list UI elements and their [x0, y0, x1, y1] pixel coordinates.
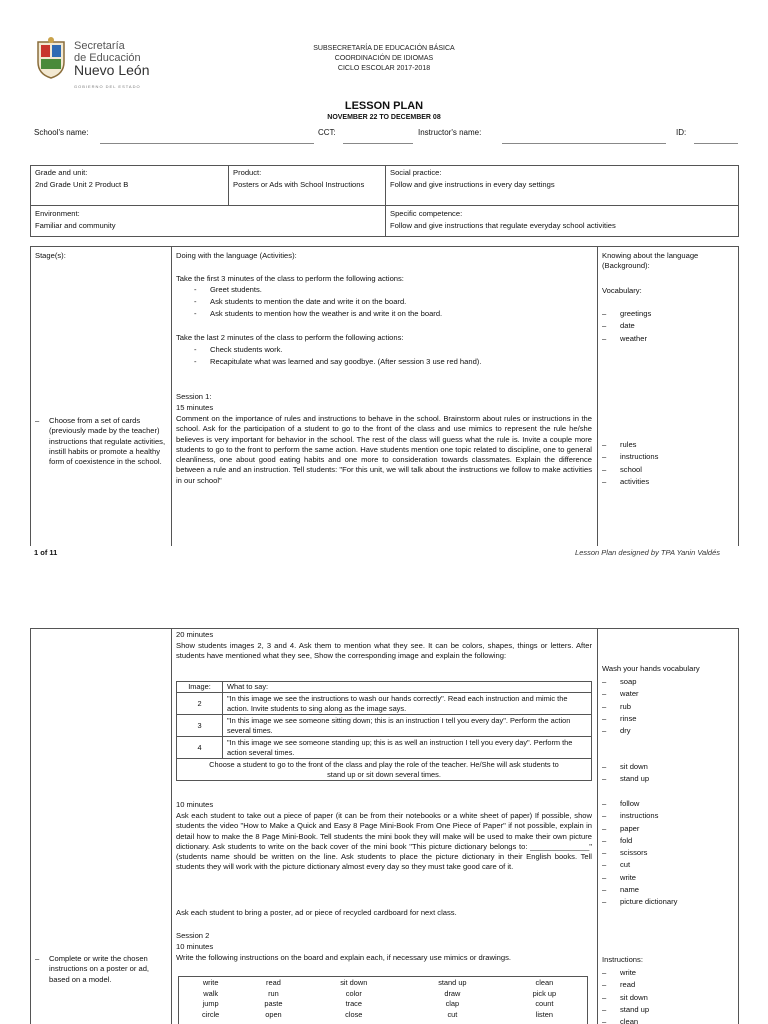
list-item: – stand up: [602, 1004, 650, 1014]
table-row: jump paste trace clap count: [202, 999, 554, 1008]
stage-label: Stage(s):: [35, 251, 66, 260]
cct-field[interactable]: [343, 143, 413, 144]
social-practice-value: Follow and give instructions in every day settings: [390, 180, 555, 189]
list-item: – activities: [602, 476, 650, 486]
footer-credit: Lesson Plan designed by TPA Yanin Valdés: [575, 548, 720, 557]
duration-20: 20 minutes: [176, 630, 214, 639]
list-item: – write: [602, 968, 637, 977]
competence-label: Specific competence:: [390, 209, 463, 218]
first-actions-intro: Take the first 3 minutes of the class to perform the following actions:: [176, 274, 404, 283]
doing-label: Doing with the language (Activities):: [176, 251, 297, 260]
environment-label: Environment:: [35, 209, 80, 218]
list-item: – sit down: [602, 762, 648, 771]
grade-label: Grade and unit:: [35, 168, 88, 177]
list-item: – picture dictionary: [602, 897, 678, 907]
images-table-footer: Choose a student to go to the front of the class and play the role of the teacher. He/She will ask students to stand up or sit down several times.: [177, 759, 592, 781]
list-item: – soap: [602, 677, 637, 686]
instructions-word-table: [180, 978, 586, 1020]
list-item: – follow: [602, 799, 640, 808]
session-1-text: Comment on the importance of rules and instructions to behave in the school. Brainstorm about rules or instructions in the school. Ask for the participation of a student to go to the front of the class and use mimics to represent the rule he/she believes is very important for behavior in the school. The rest of the class will guess what the rule is. Invite a couple more students to go to the front to perform the same action. Have students mention one topic related to discipline, one to general cleanliness, one about good eating habits and one more to consideration towards classmates. Explain the difference between a rule and an instruction. Tell students: "For this unit, we will talk about the instructions we follow to make activities in our school": [176, 414, 592, 485]
session-1-label: Session 1:: [176, 392, 212, 401]
write-instructions-text: Write the following instructions on the board and explain each, if necessary use mimics or drawings.: [176, 953, 511, 962]
session-2-label: Session 2: [176, 931, 210, 940]
list-item: – read: [602, 980, 636, 990]
stage-item-2: – Complete or write the chosen instructions on a poster or ad, based on a model.: [35, 954, 150, 984]
list-item: – weather: [602, 333, 648, 343]
images-table: [176, 681, 592, 781]
header-ciclo: CICLO ESCOLAR 2017-2018: [337, 65, 431, 72]
environment-value: Familiar and community: [35, 221, 116, 230]
instructor-field[interactable]: [502, 143, 666, 144]
logo-line-2: de Educación: [74, 52, 141, 64]
header-coordinacion: COORDINACIÓN DE IDIOMAS: [334, 55, 434, 62]
wash-hands-list: [602, 676, 639, 737]
table-row: write read sit down stand up clean: [202, 978, 554, 987]
list-item: – greetings: [602, 309, 652, 318]
list-item: – scissors: [602, 848, 648, 858]
images-col-header: Image:: [177, 682, 223, 693]
vocab-list-1: [602, 308, 651, 345]
cct-label: CCT:: [318, 128, 336, 137]
list-item: – name: [602, 885, 639, 895]
knowing-label: Knowing about the language (Background):: [602, 251, 699, 271]
list-item: – clean: [602, 1017, 639, 1024]
header-subsecretaria: SUBSECRETARÍA DE EDUCACIÓN BÁSICA: [313, 45, 455, 52]
list-item: – dry: [602, 726, 631, 736]
list-item: – instructions: [602, 452, 659, 462]
logo-line-1: Secretaría: [74, 40, 125, 52]
school-name-label: School's name:: [34, 128, 89, 137]
page-gap: [0, 572, 768, 582]
id-field[interactable]: [694, 143, 738, 144]
minibook-text: Ask each student to take out a piece of paper (it can be from their notebooks or a white sheet of paper) If possible, show students the video "How to Make a Quick and Easy 8 Page Mini-Book From One Piece of Paper" if not possible, explain in detail how to make the 8 Page Mini-Book. Tell students the mini book they will make will be used to make their own picture dictionary. Ask students to write on the back cover of the mini book "This picture dictionary belongs to: ______________" (students name should be written on the line. Ask students to place the picture dictionary in their English books. Tell students they will work with the picture dictionary almost every day so they must take good care of it.: [176, 811, 592, 872]
instructions-label: Instructions:: [602, 955, 643, 964]
page-2: [0, 582, 768, 1024]
vocabulary-label: Vocabulary:: [602, 286, 642, 295]
product-label: Product:: [233, 168, 262, 177]
duration-10-b: 10 minutes: [176, 942, 214, 951]
grade-value: 2nd Grade Unit 2 Product B: [35, 180, 129, 189]
logo-line-4: GOBIERNO DEL ESTADO: [74, 84, 141, 89]
date-range: NOVEMBER 22 TO DECEMBER 08: [327, 114, 441, 121]
duration-10-a: 10 minutes: [176, 800, 214, 809]
list-item: – school: [602, 464, 642, 474]
first-action-2: - Ask students to mention the date and write it on the board.: [194, 297, 407, 306]
competence-value: Follow and give instructions that regulate everyday school activities: [390, 221, 616, 230]
first-action-3: - Ask students to mention how the weather is and write it on the board.: [194, 309, 443, 318]
sit-stand-list: [602, 761, 649, 786]
social-practice-label: Social practice:: [390, 168, 442, 177]
list-item: – paper: [602, 823, 640, 833]
instructions-list: [602, 967, 649, 1024]
wash-hands-label: Wash your hands vocabulary: [602, 664, 700, 673]
poster-text: Ask each student to bring a poster, ad or piece of recycled cardboard for next class.: [176, 908, 457, 917]
id-label: ID:: [676, 128, 687, 137]
last-actions-intro: Take the last 2 minutes of the class to perform the following actions:: [176, 333, 404, 342]
logo-line-3: Nuevo León: [74, 62, 150, 78]
minibook-vocab-list: [602, 798, 677, 909]
first-action-1: - Greet students.: [194, 285, 262, 294]
what-col-header: What to say:: [223, 682, 592, 693]
table-row: 2 "In this image we see the instructions to wash our hands correctly". Read each instruction and mimic the action. Invite students to sing along as the image says.: [177, 693, 592, 715]
stage-item: – Choose from a set of cards (previously made by the teacher) instructions that regulate activities, instill habits or promote a healthy form of coexistence in the school.: [35, 416, 166, 467]
list-item: – date: [602, 321, 635, 331]
list-item: – cut: [602, 860, 631, 870]
table-row: circle open close cut listen: [202, 1009, 553, 1019]
vocab-list-2: [602, 439, 658, 488]
page-title: LESSON PLAN: [344, 100, 424, 112]
instructor-label: Instructor's name:: [418, 128, 482, 137]
list-item: – sit down: [602, 992, 648, 1002]
last-action-1: - Check students work.: [194, 345, 283, 354]
page-number: 1 of 11: [34, 548, 58, 557]
table-row: 4 "In this image we see someone standing up; this is as well an instruction I tell you every day". Perform the action several times.: [177, 737, 592, 759]
table-row: 3 "In this image we see someone sitting down; this is an instruction I tell you every day". Perform the action several times.: [177, 715, 592, 737]
list-item: – rules: [602, 440, 637, 449]
session-1-duration: 15 minutes: [176, 403, 214, 412]
table-row: walk run color draw pick up: [203, 988, 557, 998]
last-action-2: - Recapitulate what was learned and say goodbye. (After session 3 use red hand).: [194, 357, 482, 366]
list-item: – rinse: [602, 713, 637, 723]
list-item: – rub: [602, 701, 631, 711]
school-name-field[interactable]: [100, 143, 314, 144]
list-item: – fold: [602, 835, 633, 845]
images-text: Show students images 2, 3 and 4. Ask them to mention what they see. It can be colors, shapes, things or letters. After students have mentioned what they see, Show the corresponding image and explain the following:: [176, 641, 592, 661]
list-item: – stand up: [602, 774, 650, 784]
list-item: – water: [602, 689, 639, 699]
list-item: – write: [602, 872, 637, 882]
product-value: Posters or Ads with School Instructions: [233, 180, 365, 189]
list-item: – instructions: [602, 811, 659, 821]
